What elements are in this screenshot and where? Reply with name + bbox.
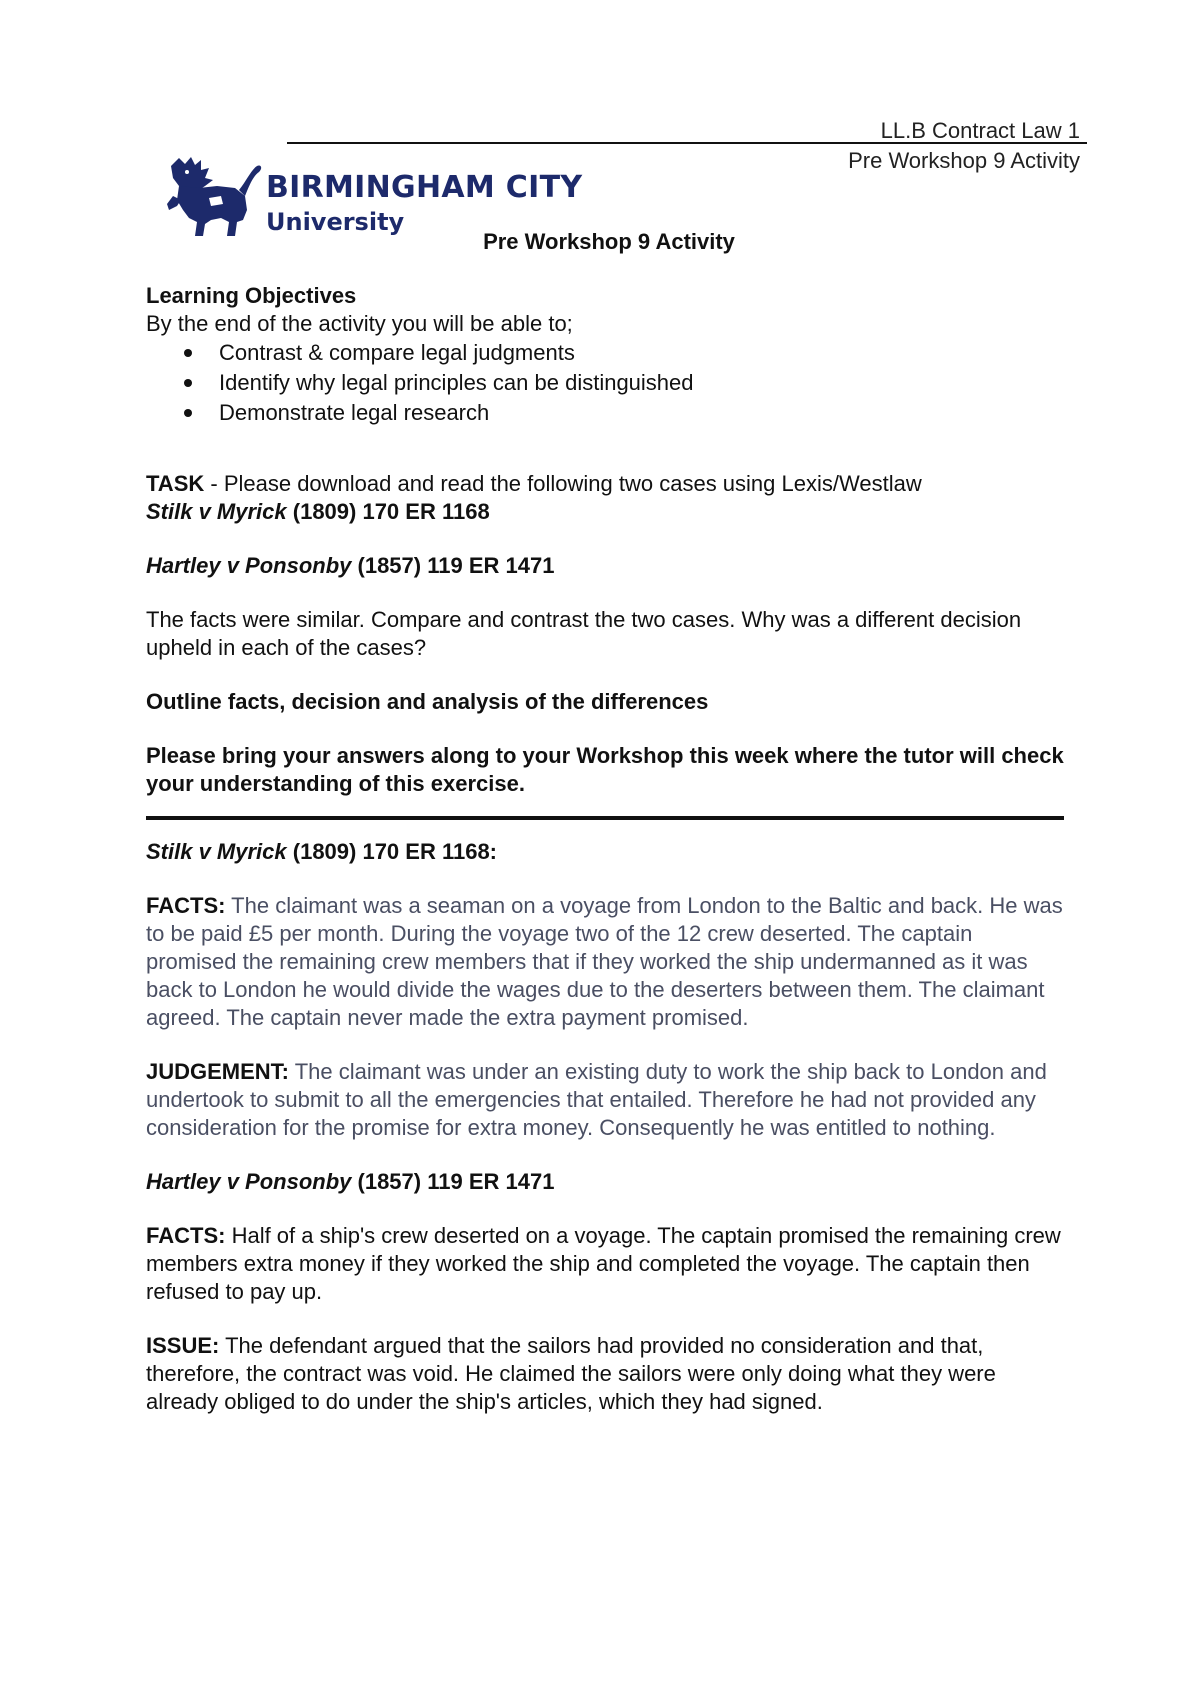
list-item: Contrast & compare legal judgments xyxy=(146,338,1066,368)
answer-case-2-heading: Hartley v Ponsonby (1857) 119 ER 1471 xyxy=(146,1169,555,1194)
answer-case-1-judgement: JUDGEMENT: The claimant was under an existing duty to work the ship back to London and undertook to submit to all the emergencies that entailed. Therefore he had not provided any consideration for the promise for extra money. Consequently he was entitled to nothing. xyxy=(146,1059,1047,1140)
list-item: Demonstrate legal research xyxy=(146,398,1066,428)
section-divider xyxy=(146,816,1064,820)
task-case-2: Hartley v Ponsonby (1857) 119 ER 1471 xyxy=(146,553,555,578)
bullet-icon xyxy=(184,409,192,417)
header-activity: Pre Workshop 9 Activity xyxy=(848,148,1080,173)
answer-case-1-heading: Stilk v Myrick (1809) 170 ER 1168: xyxy=(146,839,498,864)
header-course: LL.B Contract Law 1 xyxy=(880,118,1080,143)
task-bring: Please bring your answers along to your Workshop this week where the tutor will check your understanding of this exercise. xyxy=(146,743,1064,796)
task-case-1: Stilk v Myrick (1809) 170 ER 1168 xyxy=(146,499,490,524)
logo-line-1: BIRMINGHAM CITY xyxy=(266,170,583,205)
document-body xyxy=(146,228,1066,1416)
header-block xyxy=(848,116,1080,176)
objectives-heading: Learning Objectives xyxy=(146,283,357,308)
page-title: Pre Workshop 9 Activity xyxy=(483,229,735,254)
bullet-icon xyxy=(184,379,192,387)
objectives-list xyxy=(146,338,1066,428)
objectives-intro: By the end of the activity you will be able to; xyxy=(146,311,573,336)
task-question: The facts were similar. Compare and contrast the two cases. Why was a different decision upheld in each of the cases? xyxy=(146,607,1022,660)
bullet-icon xyxy=(184,349,192,357)
answer-case-2-facts: FACTS: Half of a ship's crew deserted on a voyage. The captain promised the remaining crew members extra money if they worked the ship and completed the voyage. The captain then refused to pay up. xyxy=(146,1223,1061,1304)
task-line: TASK - Please download and read the following two cases using Lexis/Westlaw xyxy=(146,471,922,496)
answer-case-2-issue: ISSUE: The defendant argued that the sailors had provided no consideration and that, therefore, the contract was void. He claimed the sailors were only doing what they were already obliged to do under the ship's articles, which they had signed. xyxy=(146,1333,996,1414)
answer-case-1-facts: FACTS: The claimant was a seaman on a voyage from London to the Baltic and back. He was to be paid £5 per month. During the voyage two of the 12 crew deserted. The captain promised the remaining crew members that if they worked the ship undermanned as it was back to London he would divide the wages due to the deserters between them. The claimant agreed. The captain never made the extra payment promised. xyxy=(146,893,1063,1030)
task-outline: Outline facts, decision and analysis of the differences xyxy=(146,689,709,714)
list-item: Identify why legal principles can be distinguished xyxy=(146,368,1066,398)
logo-line-2: University xyxy=(266,208,405,236)
